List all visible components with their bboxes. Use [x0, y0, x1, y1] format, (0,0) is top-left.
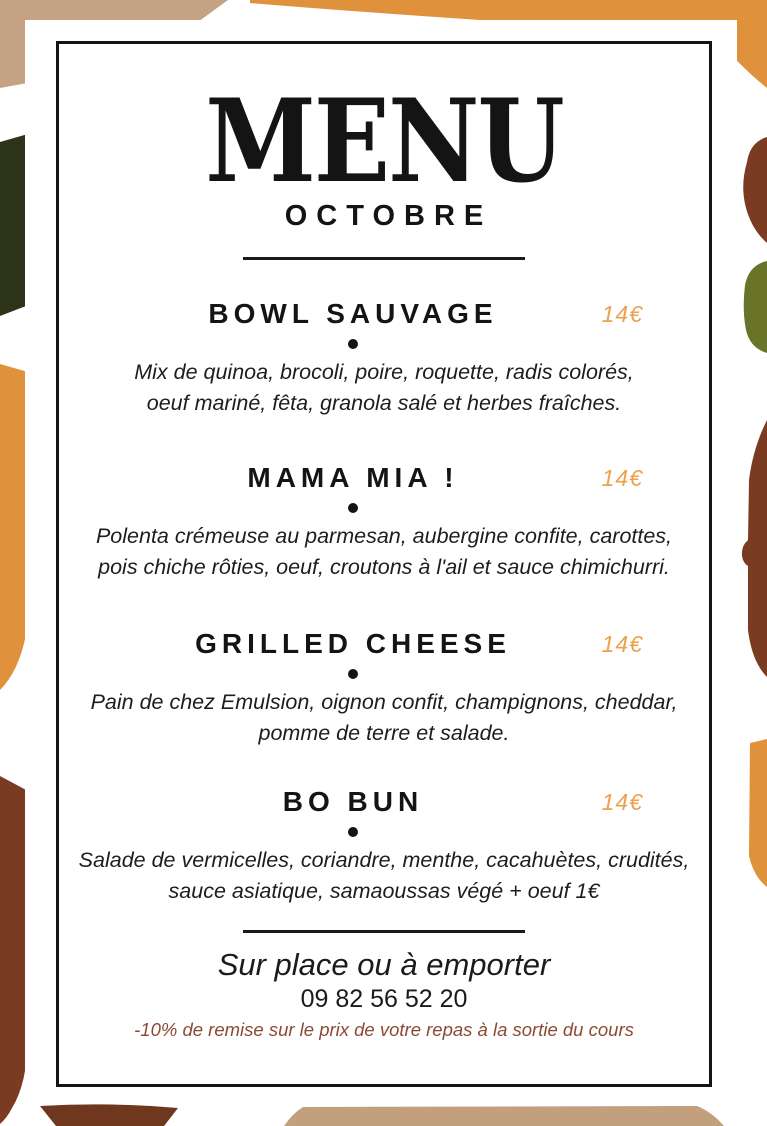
dish-description-line2: sauce asiatique, samaoussas végé + oeuf 1€: [168, 878, 600, 903]
dish-name: GRILLED CHEESE: [195, 628, 511, 660]
dish-description-line1: Salade de vermicelles, coriandre, menthe, cacahuètes, crudités,: [78, 848, 690, 873]
dish-price: 14€: [601, 465, 643, 492]
dot-separator: [348, 339, 358, 349]
phone-number: 09 82 56 52 20: [300, 985, 468, 1014]
dish-description-line1: Mix de quinoa, brocoli, poire, roquette, radis colorés,: [134, 360, 634, 384]
menu-item-mama-mia: [59, 462, 709, 582]
dish-description: [59, 521, 709, 582]
dish-price: 14€: [601, 631, 643, 658]
menu-item-bo-bun: [59, 786, 709, 906]
dish-name: BOWL SAUVAGE: [208, 298, 498, 329]
dot-separator: [348, 669, 358, 679]
dish-description-line1: Polenta crémeuse au parmesan, aubergine confite, carottes,: [95, 524, 673, 549]
shape-olive-dark-left: [0, 134, 28, 316]
dish-description-line1: Pain de chez Emulsion, oignon confit, champignons, cheddar,: [90, 690, 678, 715]
dish-description-line2: pomme de terre et salade.: [258, 720, 510, 745]
shape-tan-bottom: [284, 1106, 724, 1126]
dot-separator: [348, 503, 358, 513]
shape-orange-left: [0, 364, 28, 690]
dish-description: [59, 687, 709, 748]
shape-olive-right: [744, 261, 767, 353]
dish-name: BO BUN: [282, 786, 424, 818]
dish-description-line2: pois chiche rôties, oeuf, croutons à l'ail et sauce chimichurri.: [98, 554, 670, 579]
service-line: Sur place ou à emporter: [217, 947, 551, 983]
divider-top: [243, 257, 525, 260]
menu-item-bowl-sauvage: [59, 298, 709, 418]
shape-orange-right-bottom: [749, 739, 767, 887]
promo-line: -10% de remise sur le prix de votre repas à la sortie du cours: [134, 1019, 634, 1041]
dish-description: [59, 845, 709, 906]
menu-title: MENU: [205, 73, 563, 209]
dish-price: 14€: [601, 301, 643, 327]
menu-item-grilled-cheese: [59, 628, 709, 748]
menu-card: [25, 20, 737, 1102]
shape-rust-right-middle: [742, 420, 767, 677]
shape-rust-left-bottom: [0, 776, 28, 1124]
dish-description-line2: oeuf mariné, fêta, granola salé et herbes fraîches.: [146, 390, 622, 415]
shape-brown-bottom-left: [40, 1104, 178, 1126]
shape-rust-right-top: [743, 137, 767, 243]
dish-price: 14€: [601, 789, 643, 816]
dish-description: [59, 357, 709, 418]
dish-name: MAMA MIA !: [247, 462, 459, 494]
dot-separator: [348, 827, 358, 837]
menu-subtitle: OCTOBRE: [284, 200, 493, 232]
divider-bottom: [243, 930, 525, 933]
menu-frame: [56, 41, 712, 1087]
